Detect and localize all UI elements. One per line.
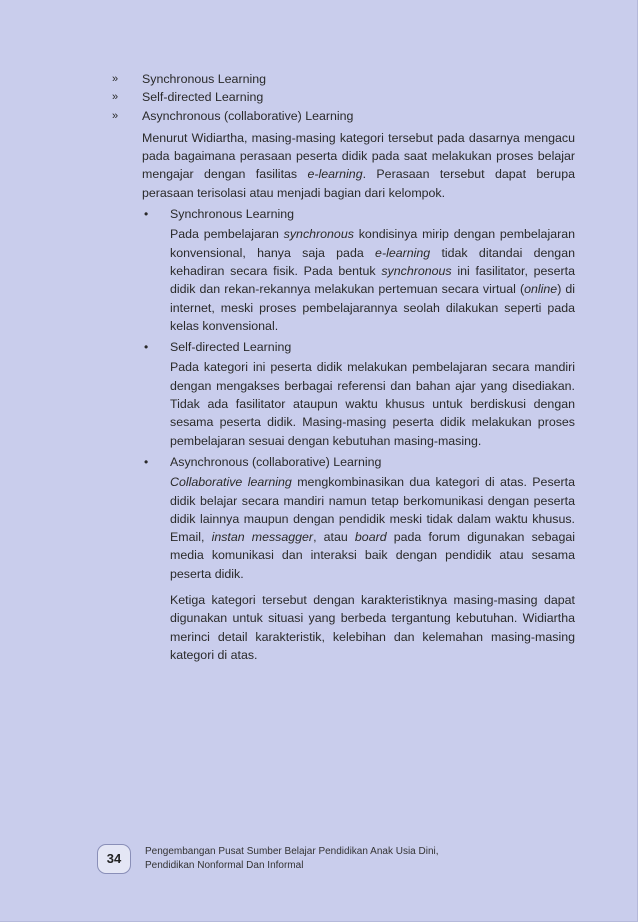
section-paragraph <box>170 225 575 335</box>
page-footer <box>97 844 617 880</box>
list-item <box>0 70 638 88</box>
text-span: tidak ditandai dengan kehadiran secara fisik. Pada bentuk <box>170 245 575 278</box>
section-synchronous <box>0 205 638 335</box>
text-span: mengkombinasikan dua kategori di atas. Peserta didik belajar secara mandiri namun tetap berkomunikasi dengan peserta didik lainnya maupun dengan pendidik meski tidak dalam waktu khusus. Email, <box>170 475 575 545</box>
section-paragraph <box>170 473 575 583</box>
italic-term: synchronous <box>381 263 452 278</box>
section-title: Synchronous Learning <box>170 207 294 222</box>
closing-paragraph: Ketiga kategori tersebut dengan karakteristiknya masing-masing dapat digunakan untuk situasi yang berbeda tergantung kebutuhan. Widiartha merinci detail karakteristik, kelebihan dan kelemahan masing-masing kategori di atas. <box>170 593 575 662</box>
italic-term: Collaborative learning <box>170 475 292 490</box>
bullet-icon: • <box>144 454 149 469</box>
section-paragraph: Pada kategori ini peserta didik melakukan pembelajaran secara mandiri dengan mengakses berbagai referensi dan bahan ajar yang disediakan. Tidak ada fasilitator ataupun waktu khusus untuk berdiskusi dengan sesama peserta didik. Masing-masing peserta didik melakukan proses pembelajaran sesuai dengan kebutuhan masing-masing. <box>170 360 575 448</box>
italic-term: board <box>354 530 387 545</box>
section-title: Self-directed Learning <box>170 340 292 355</box>
chevron-bullet-icon: » <box>112 73 119 85</box>
footer-line: Pengembangan Pusat Sumber Belajar Pendidikan Anak Usia Dini, <box>145 846 439 857</box>
intro-paragraph <box>142 129 575 202</box>
text-span: kondisinya mirip dengan pembelajaran konvensional, hanya saja pada <box>170 227 576 260</box>
list-item-label: Synchronous Learning <box>142 72 266 86</box>
section-asynchronous <box>0 453 638 583</box>
text-span: pada forum digunakan sebagai media komunikasi dan interaksi baik dengan pendidik atau sesama peserta didik. <box>170 530 575 581</box>
text-span: Pada pembelajaran <box>170 227 284 242</box>
italic-term: online <box>524 282 558 297</box>
italic-term: e-learning <box>375 245 431 260</box>
text-span: , atau <box>313 530 355 545</box>
section-title: Asynchronous (collaborative) Learning <box>170 454 382 469</box>
text-span: ) di internet, meski proses pembelajarannya seolah dilakukan seperti pada kelas konvensional. <box>170 282 576 333</box>
list-item-label: Self-directed Learning <box>142 90 264 105</box>
text-span: . Perasaan tersebut dapat berupa perasaan terisolasi atau menjadi bagian dari kelompok. <box>142 167 575 200</box>
chevron-bullet-icon: » <box>112 109 119 122</box>
list-item-label: Asynchronous (collaborative) Learning <box>142 108 354 123</box>
page-content <box>0 70 638 664</box>
category-list <box>0 70 638 125</box>
bullet-icon: • <box>144 207 149 222</box>
footer-line: Pendidikan Nonformal Dan Informal <box>145 859 304 871</box>
italic-term: e-learning <box>307 167 363 182</box>
page-number: 34 <box>97 844 131 874</box>
list-item <box>0 107 638 125</box>
text-span: ini fasilitator, peserta didik dan rekan-rekannya melakukan pertemuan secara virtual ( <box>170 263 575 297</box>
italic-term: instan messagger <box>211 530 314 545</box>
italic-term: synchronous <box>283 227 354 242</box>
section-self-directed <box>0 338 638 450</box>
bullet-icon: • <box>144 340 149 355</box>
text-span: Menurut Widiartha, masing-masing kategori tersebut pada dasarnya mengacu pada bagaimana perasaan peserta didik pada saat melakukan proses belajar mengajar dengan fasilitas <box>142 130 575 182</box>
chevron-bullet-icon: » <box>112 91 119 104</box>
list-item <box>0 88 638 106</box>
footer-book-title <box>145 845 439 872</box>
